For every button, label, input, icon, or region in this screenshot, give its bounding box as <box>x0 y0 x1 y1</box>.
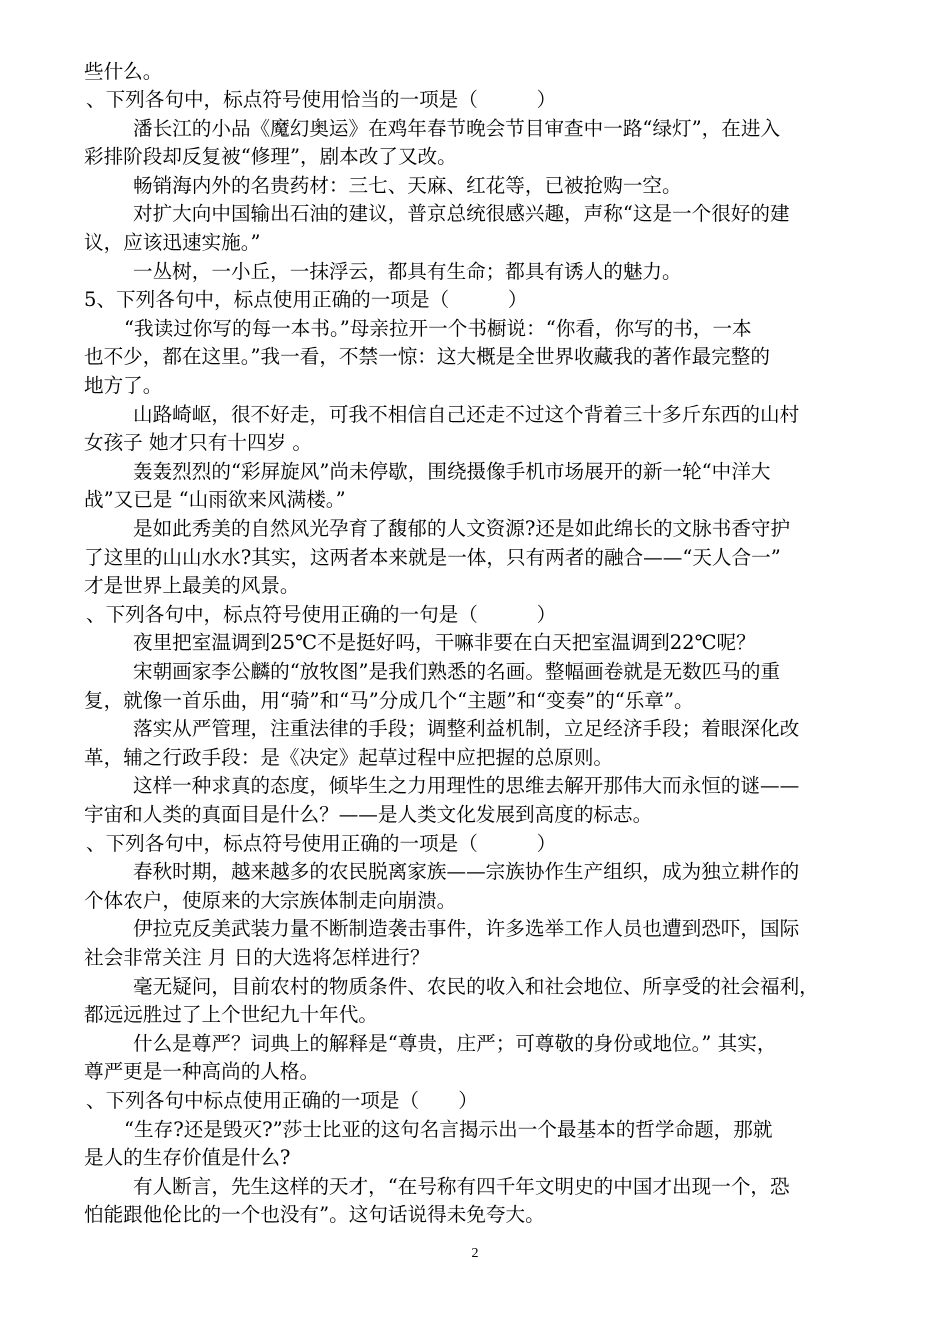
text-line: 议，应该迅速实施。” <box>84 231 261 254</box>
text-line: 彩排阶段却反复被“修理”，剧本改了又改。 <box>84 145 457 168</box>
option-line: 对扩大向中国输出石油的建议，普京总统很感兴趣，声称“这是一个很好的建 <box>133 202 790 225</box>
option-line: 毫无疑问，目前农村的物质条件、农民的收入和社会地位、所享受的社会福利， <box>133 975 819 998</box>
option-line: 山路崎岖，很不好走，可我不相信自己还走不过这个背着三十多斤东西的山村 <box>133 403 800 426</box>
text-line: 战”又已是 “山雨欲来风满楼。” <box>84 488 346 511</box>
option-line: 是如此秀美的自然风光孕育了馥郁的人文资源?还是如此绵长的文脉书香守护 <box>133 517 791 540</box>
option-line: 夜里把室温调到25℃不是挺好吗，干嘛非要在白天把室温调到22℃呢？ <box>133 631 756 654</box>
text-line: 都远远胜过了上个世纪九十年代。 <box>84 1003 378 1026</box>
option-line: “生存?还是毁灭?”莎士比亚的这句名言揭示出一个最基本的哲学命题，那就 <box>124 1118 773 1141</box>
option-line: “我读过你写的每一本书。”母亲拉开一个书橱说：“你看，你写的书，一本 <box>124 317 752 340</box>
text-line: 是人的生存价值是什么? <box>84 1146 291 1169</box>
option-line: 潘长江的小品《魔幻奥运》在鸡年春节晚会节目审查中一路“绿灯”，在进入 <box>133 117 781 140</box>
question-heading: 、下列各句中，标点符号使用正确的一项是（ ） <box>86 832 557 855</box>
text-line: 社会非常关注 月 日的大选将怎样进行？ <box>84 946 430 969</box>
text-line: 了这里的山山水水?其实，这两者本来就是一体，只有两者的融合——“天人合一” <box>84 546 781 569</box>
text-line: 些什么。 <box>84 60 163 83</box>
text-line: 也不少，都在这里。”我一看，不禁一惊：这大概是全世界收藏我的著作最完整的 <box>84 345 770 368</box>
option-line: 轰轰烈烈的“彩屏旋风”尚未停歇，围绕摄像手机市场展开的新一轮“中洋大 <box>133 460 771 483</box>
text-line: 地方了。 <box>84 374 163 397</box>
question-heading: 5、下列各句中，标点使用正确的一项是（ ） <box>84 288 528 311</box>
option-line: 落实从严管理，注重法律的手段；调整利益机制，立足经济手段；着眼深化改 <box>133 717 800 740</box>
text-line: 个体农户，使原来的大宗族体制走向崩溃。 <box>84 889 457 912</box>
option-line: 宋朝画家李公麟的“放牧图”是我们熟悉的名画。整幅画卷就是无数匹马的重 <box>133 660 781 683</box>
option-line: 什么是尊严？词典上的解释是“尊贵，庄严；可尊敬的身份或地位。” 其实， <box>133 1032 777 1055</box>
text-line: 女孩子 她才只有十四岁 。 <box>84 431 312 454</box>
text-line: 才是世界上最美的风景。 <box>84 574 300 597</box>
text-line: 革，辅之行政手段：是《决定》起草过程中应把握的总原则。 <box>84 746 614 769</box>
question-heading: 、下列各句中标点使用正确的一项是（ ） <box>86 1089 478 1112</box>
text-line: 怕能跟他伦比的一个也没有”。这句话说得未免夸大。 <box>84 1203 545 1226</box>
text-line: 复，就像一首乐曲，用“骑”和“马”分成几个“主题”和“变奏”的“乐章”。 <box>84 689 694 712</box>
option-line: 这样一种求真的态度，倾毕生之力用理性的思维去解开那伟大而永恒的谜—— <box>133 774 800 797</box>
text-line: 尊严更是一种高尚的人格。 <box>84 1060 320 1083</box>
option-line: 春秋时期，越来越多的农民脱离家族——宗族协作生产组织，成为独立耕作的 <box>133 860 800 883</box>
option-line: 畅销海内外的名贵药材：三七、天麻、红花等，已被抢购一空。 <box>133 174 682 197</box>
option-line: 一丛树，一小丘，一抹浮云，都具有生命；都具有诱人的魅力。 <box>133 260 682 283</box>
text-line: 宇宙和人类的真面目是什么？——是人类文化发展到高度的标志。 <box>84 803 653 826</box>
option-line: 有人断言，先生这样的天才，“在号称有四千年文明史的中国才出现一个，恐 <box>133 1175 790 1198</box>
page-number: 2 <box>471 1246 479 1261</box>
option-line: 伊拉克反美武装力量不断制造袭击事件，许多选举工作人员也遭到恐吓，国际 <box>133 917 800 940</box>
question-heading: 、下列各句中，标点符号使用正确的一句是（ ） <box>86 603 557 626</box>
question-heading: 、下列各句中，标点符号使用恰当的一项是（ ） <box>86 88 557 111</box>
